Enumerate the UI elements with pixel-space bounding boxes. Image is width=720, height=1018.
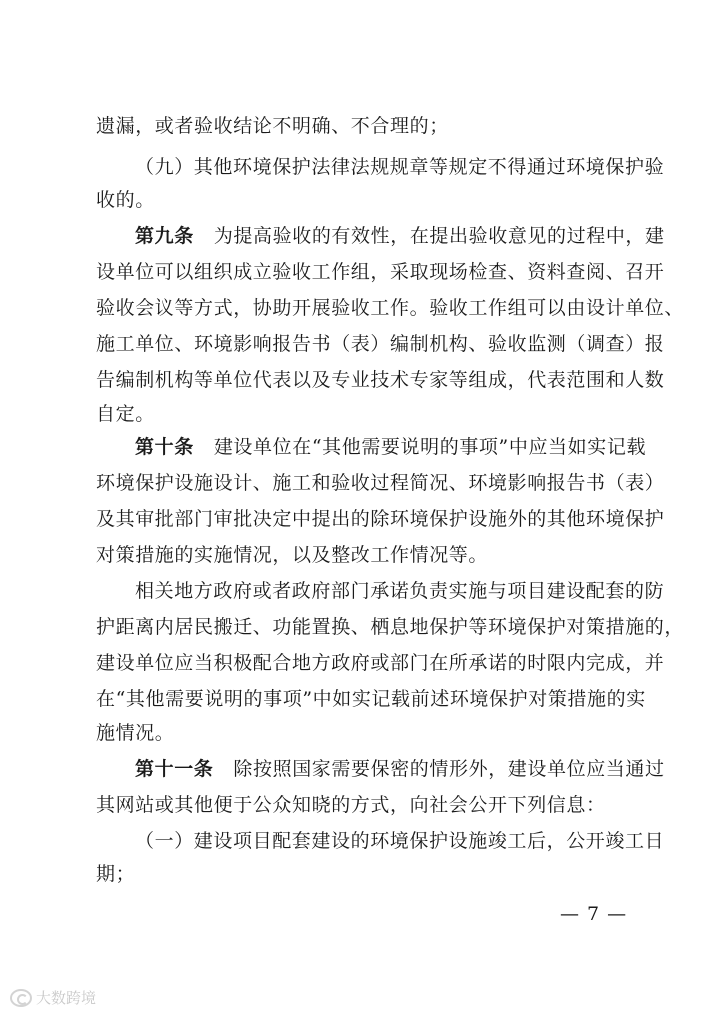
text-line: 自定。 [96,403,155,425]
text-line: 施情况。 [96,722,175,744]
article-heading: 第九条 [135,225,194,247]
text-line: （一）建设项目配套建设的环境保护设施竣工后，公开竣工日 [135,830,665,852]
article-heading: 第十一条 [135,758,214,780]
article-ten-paragraph [135,435,646,459]
text-line: 其网站或其他便于公众知晓的方式，向社会公开下列信息： [96,794,606,816]
article-eleven-paragraph [135,757,665,781]
text-line: 建设单位在“其他需要说明的事项”中应当如实记载 [213,436,647,458]
text-line: 建设单位应当积极配合地方政府或部门在所承诺的时限内完成，并 [96,652,665,674]
article-nine-paragraph [135,224,665,248]
brand-logo-icon [10,989,32,1007]
text-line: （九）其他环境保护法律法规规章等规定不得通过环境保护验 [135,156,665,178]
text-line: 设单位可以组织成立验收工作组，采取现场检查、资料查阅、召开 [96,261,665,283]
text-line: 及其审批部门审批决定中提出的除环境保护设施外的其他环境保护 [96,508,665,530]
text-line: 相关地方政府或者政府部门承诺负责实施与项目建设配套的防 [135,580,665,602]
text-line: 护距离内居民搬迁、功能置换、栖息地保护等环境保护对策措施的， [96,616,685,638]
text-line: 为提高验收的有效性，在提出验收意见的过程中，建 [213,225,665,247]
text-line: 施工单位、环境影响报告书（表）编制机构、验收监测（调查）报 [96,333,665,355]
text-line: 环境保护设施设计、施工和验收过程简况、环境影响报告书（表） [96,472,665,494]
text-line: 遗漏，或者验收结论不明确、不合理的； [96,115,449,137]
watermark-text: 大数跨境 [36,989,97,1007]
text-line: 期； [96,863,136,885]
text-line: 除按照国家需要保密的情形外，建设单位应当通过 [233,758,665,780]
text-line: 对策措施的实施情况，以及整改工作情况等。 [96,544,489,566]
page-number: — 7 — [560,903,628,925]
article-heading: 第十条 [135,436,194,458]
text-line: 收的。 [96,189,155,211]
text-line: 验收会议等方式，协助开展验收工作。验收工作组可以由设计单位、 [96,297,685,319]
text-line: 告编制机构等单位代表以及专业技术专家等组成，代表范围和人数 [96,369,665,391]
watermark [10,987,96,1008]
text-line: 在“其他需要说明的事项”中如实记载前述环境保护对策措施的实 [96,688,646,710]
